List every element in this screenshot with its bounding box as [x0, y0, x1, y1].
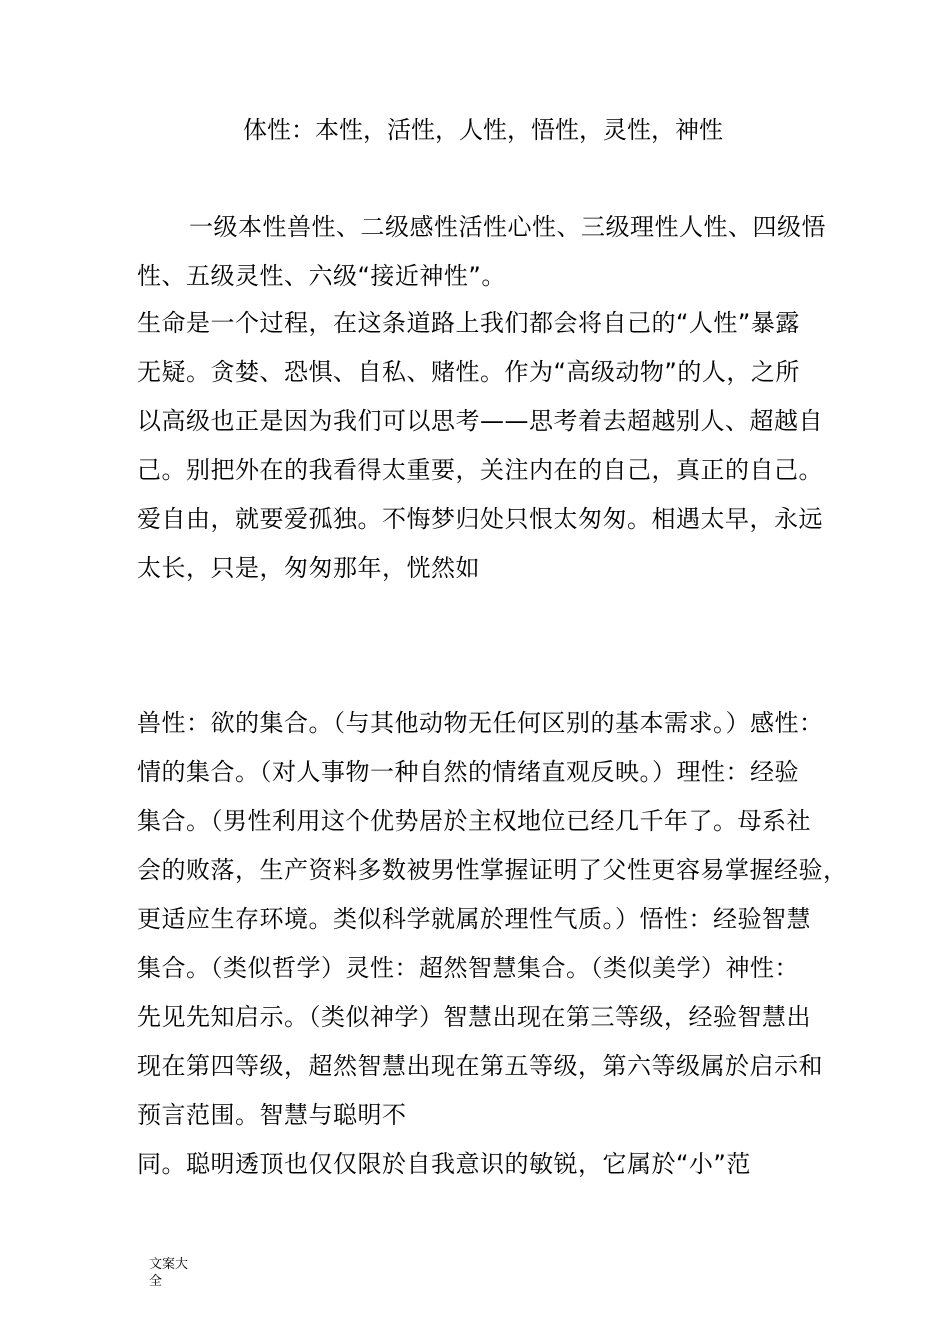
paragraph-line: 太长，只是，匆匆那年，恍然如 [137, 554, 480, 582]
paragraph-line: 更适应生存环境。类似科学就属於理性气质。）悟性：经验智慧 [137, 905, 811, 933]
document-title: 体性：本性，活性，人性，悟性，灵性，神性 [243, 116, 723, 144]
footer-line: 全 [149, 1274, 163, 1289]
paragraph-line: 会的败落，生产资料多数被男性掌握证明了父性更容易掌握经验， [137, 856, 848, 884]
paragraph-line: 爱自由，就要爱孤独。不悔梦归处只恨太匆匆。相遇太早，永远 [137, 505, 823, 533]
paragraph-line: 同。聪明透顶也仅仅限於自我意识的敏锐，它属於“小”范 [137, 1150, 751, 1178]
paragraph-line: 己。别把外在的我看得太重要，关注内在的自己，真正的自己。 [137, 456, 823, 484]
intro-line: 性、五级灵性、六级“接近神性”。 [137, 262, 506, 290]
paragraph-line: 现在第四等级，超然智慧出现在第五等级，第六等级属於启示和 [137, 1052, 823, 1080]
intro-paragraph [137, 203, 837, 301]
paragraph-line: 兽性：欲的集合。（与其他动物无任何区别的基本需求。）感性： [137, 709, 824, 737]
paragraph-line: 无疑。贪婪、恐惧、自私、赌性。作为“高级动物”的人，之所 [137, 358, 800, 386]
paragraph-line: 先见先知启示。（类似神学）智慧出现在第三等级，经验智慧出 [137, 1003, 811, 1031]
footer-line: 文案大 [149, 1257, 189, 1272]
paragraph-line: 以高级也正是因为我们可以思考——思考着去超越别人、超越自 [137, 407, 823, 435]
paragraph-line: 生命是一个过程，在这条道路上我们都会将自己的“人性”暴露 [137, 309, 800, 337]
nature-levels-paragraph [137, 699, 848, 1189]
life-paragraph [137, 299, 837, 593]
paragraph-line: 集合。（男性利用这个优势居於主权地位已经几千年了。母系社 [137, 807, 811, 835]
paragraph-line: 预言范围。智慧与聪明不 [137, 1101, 407, 1129]
paragraph-line: 集合。（类似哲学）灵性：超然智慧集合。（类似美学）神性： [137, 954, 799, 982]
footer-watermark [149, 1256, 209, 1290]
intro-line: 一级本性兽性、二级感性活性心性、三级理性人性、四级悟 [189, 213, 826, 241]
paragraph-line: 情的集合。（对人事物一种自然的情绪直观反映。）理性：经验 [137, 758, 799, 786]
